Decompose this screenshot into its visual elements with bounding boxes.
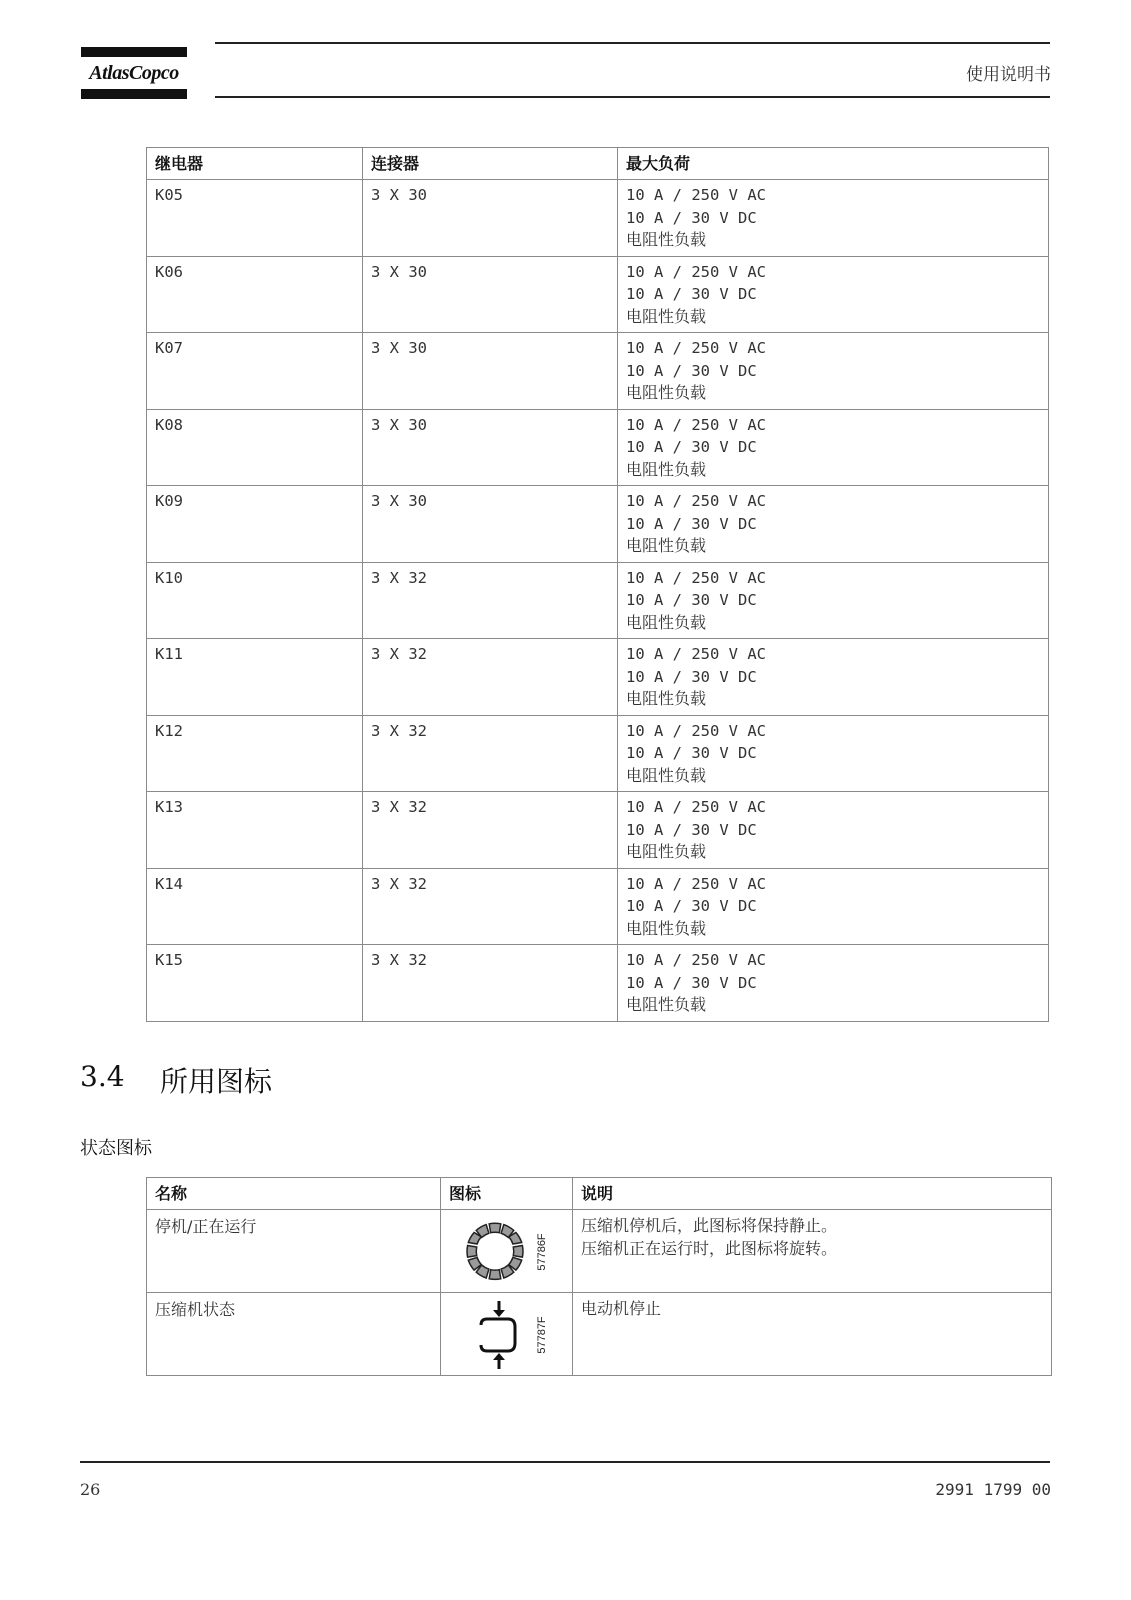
connector-cell: 3 X 32: [363, 945, 618, 1022]
load-dc-text: 10 A / 30 V DC: [626, 820, 757, 839]
icon-table-header: [147, 1178, 1052, 1210]
table-row: [147, 562, 1049, 639]
max-load-cell: [618, 486, 1049, 563]
connector-cell: 3 X 32: [363, 715, 618, 792]
load-ac-text: 10 A / 250 V AC: [626, 874, 766, 893]
load-type-text: 电阻性负载: [626, 842, 707, 861]
icon-description: [573, 1210, 1052, 1293]
subsection-heading: 状态图标: [80, 1138, 152, 1159]
load-type-text: 电阻性负载: [626, 383, 707, 402]
column-header-icon: 图标: [441, 1178, 573, 1210]
table-row: [147, 409, 1049, 486]
relay-id-cell: K10: [147, 562, 363, 639]
connector-cell: 3 X 30: [363, 180, 618, 257]
load-type-text: 电阻性负载: [626, 995, 707, 1014]
rotating-ring-icon: [465, 1216, 555, 1288]
load-type-text: 电阻性负载: [626, 306, 707, 326]
header-rule-bottom: [215, 96, 1050, 98]
logo-bar-top: [81, 47, 187, 57]
relay-id-cell: K12: [147, 715, 363, 792]
description-line: 电动机停止: [581, 1299, 662, 1318]
max-load-cell: [618, 639, 1049, 716]
max-load-cell: [618, 180, 1049, 257]
load-ac-text: 10 A / 250 V AC: [626, 645, 766, 663]
relay-id-cell: K15: [147, 945, 363, 1022]
max-load-cell: [618, 409, 1049, 486]
connector-cell: 3 X 32: [363, 562, 618, 639]
table-row: [147, 180, 1049, 257]
relay-id-cell: K05: [147, 180, 363, 257]
connector-cell: 3 X 30: [363, 409, 618, 486]
load-type-text: 电阻性负载: [626, 765, 707, 785]
relay-id-cell: K11: [147, 639, 363, 716]
load-dc-text: 10 A / 30 V DC: [626, 667, 757, 686]
table-row: [147, 945, 1049, 1022]
icon-row-stop-running: [147, 1210, 1052, 1293]
max-load-cell: [618, 792, 1049, 869]
column-header-relay: 继电器: [147, 148, 363, 180]
load-dc-text: 10 A / 30 V DC: [626, 514, 757, 533]
header-rule-top: [215, 42, 1050, 44]
table-row: [147, 256, 1049, 333]
load-ac-text: 10 A / 250 V AC: [626, 262, 766, 281]
load-type-text: 电阻性负载: [626, 459, 707, 479]
connector-cell: 3 X 32: [363, 639, 618, 716]
connector-cell: 3 X 30: [363, 486, 618, 563]
logo-bar-bottom: [81, 89, 187, 99]
relay-id-cell: K07: [147, 333, 363, 410]
icon-cell: [441, 1210, 573, 1293]
icon-name: 停机/正在运行: [147, 1210, 441, 1293]
icon-code-label: 57787F: [536, 1316, 548, 1354]
load-dc-text: 10 A / 30 V DC: [626, 973, 757, 992]
load-dc-text: 10 A / 30 V DC: [626, 438, 757, 456]
load-ac-text: 10 A / 250 V AC: [626, 721, 766, 740]
load-type-text: 电阻性负载: [626, 612, 707, 632]
relay-id-cell: K06: [147, 256, 363, 333]
load-dc-text: 10 A / 30 V DC: [626, 361, 757, 380]
section-title: 所用图标: [160, 1065, 273, 1098]
atlas-copco-logo: [81, 47, 187, 99]
relay-id-cell: K13: [147, 792, 363, 869]
table-row: [147, 792, 1049, 869]
load-type-text: 电阻性负载: [626, 536, 707, 555]
load-ac-text: 10 A / 250 V AC: [626, 415, 766, 434]
icon-row-compressor-status: [147, 1293, 1052, 1376]
connector-cell: 3 X 32: [363, 792, 618, 869]
load-type-text: 电阻性负载: [626, 230, 707, 249]
section-number: 3.4: [80, 1060, 125, 1093]
icon-name: 压缩机状态: [147, 1293, 441, 1376]
table-row: [147, 715, 1049, 792]
connector-cell: 3 X 30: [363, 333, 618, 410]
document-type-title: 使用说明书: [966, 65, 1051, 85]
load-type-text: 电阻性负载: [626, 918, 707, 938]
table-row: [147, 868, 1049, 945]
column-header-max-load: 最大负荷: [618, 148, 1049, 180]
load-ac-text: 10 A / 250 V AC: [626, 568, 766, 587]
compressor-status-icon: [465, 1299, 555, 1371]
footer-rule: [80, 1461, 1050, 1463]
max-load-cell: [618, 868, 1049, 945]
relay-table: [146, 147, 1049, 1022]
load-ac-text: 10 A / 250 V AC: [626, 492, 766, 510]
column-header-connector: 连接器: [363, 148, 618, 180]
load-ac-text: 10 A / 250 V AC: [626, 798, 766, 816]
page-number: 26: [80, 1480, 101, 1499]
table-row: [147, 486, 1049, 563]
column-header-description: 说明: [573, 1178, 1052, 1210]
relay-id-cell: K09: [147, 486, 363, 563]
document-number: 2991 1799 00: [935, 1480, 1051, 1499]
icon-code-label: 57786F: [536, 1233, 548, 1271]
status-icon-table: [146, 1177, 1052, 1376]
icon-description: [573, 1293, 1052, 1376]
load-ac-text: 10 A / 250 V AC: [626, 186, 766, 204]
connector-cell: 3 X 30: [363, 256, 618, 333]
connector-cell: 3 X 32: [363, 868, 618, 945]
load-dc-text: 10 A / 30 V DC: [626, 744, 757, 762]
relay-id-cell: K08: [147, 409, 363, 486]
load-ac-text: 10 A / 250 V AC: [626, 339, 766, 357]
load-type-text: 电阻性负载: [626, 689, 707, 708]
load-dc-text: 10 A / 30 V DC: [626, 897, 757, 915]
load-dc-text: 10 A / 30 V DC: [626, 591, 757, 609]
max-load-cell: [618, 715, 1049, 792]
logo-wordmark: AtlasCopco: [89, 62, 179, 84]
relay-table-header: [147, 148, 1049, 180]
description-line: 压缩机停机后，此图标将保持静止。: [581, 1216, 838, 1235]
load-ac-text: 10 A / 250 V AC: [626, 951, 766, 969]
load-dc-text: 10 A / 30 V DC: [626, 208, 757, 227]
max-load-cell: [618, 333, 1049, 410]
table-row: [147, 333, 1049, 410]
table-row: [147, 639, 1049, 716]
max-load-cell: [618, 256, 1049, 333]
column-header-name: 名称: [147, 1178, 441, 1210]
max-load-cell: [618, 945, 1049, 1022]
description-line: 压缩机正在运行时，此图标将旋转。: [581, 1239, 838, 1258]
relay-id-cell: K14: [147, 868, 363, 945]
icon-cell: [441, 1293, 573, 1376]
load-dc-text: 10 A / 30 V DC: [626, 285, 757, 303]
max-load-cell: [618, 562, 1049, 639]
